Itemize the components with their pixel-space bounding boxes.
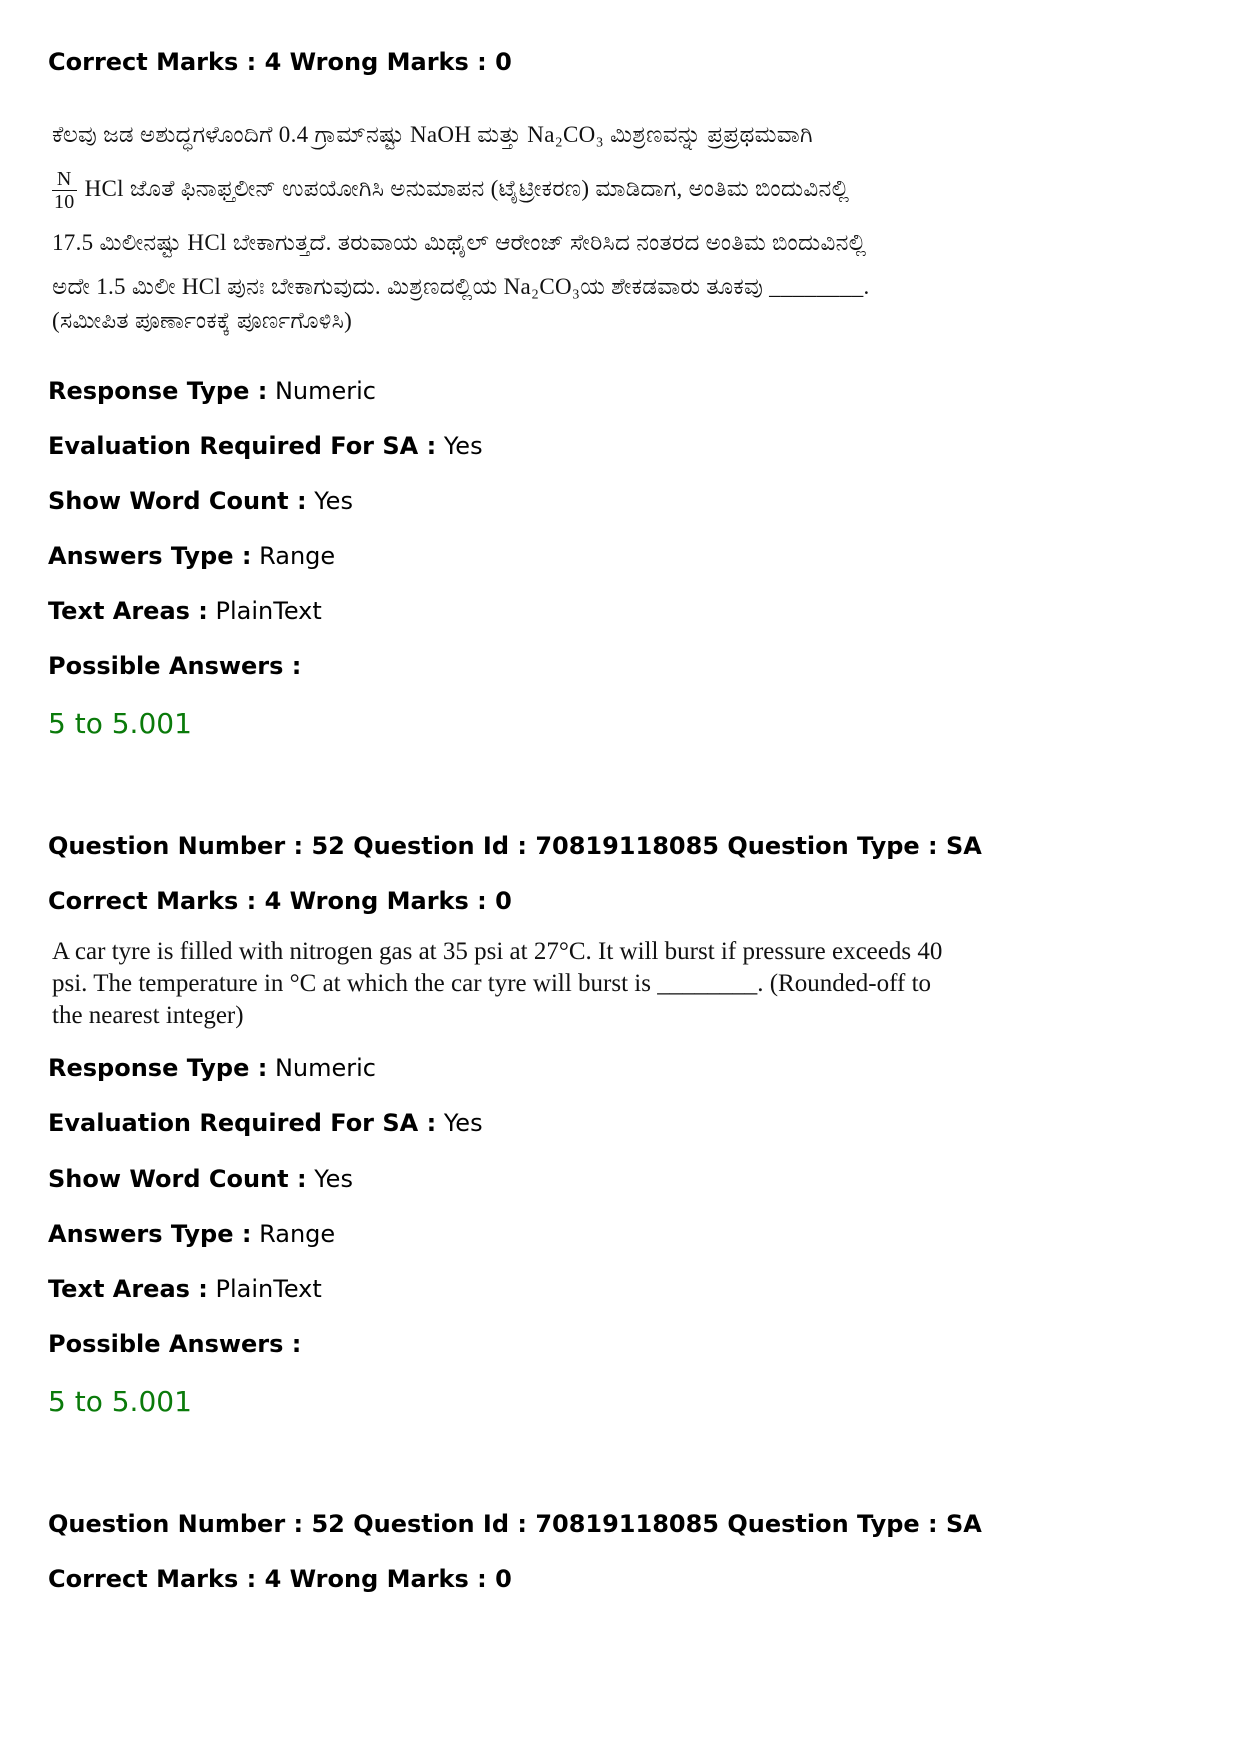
answers-type-line: Answers Type : Range: [48, 542, 336, 570]
possible-answers-label: Possible Answers :: [48, 1330, 302, 1358]
question-line: (ಸಮೀಪಿತ ಪೂರ್ಣಾಂಕಕ್ಕೆ ಪೂರ್ಣಗೊಳಿಸಿ): [52, 308, 353, 333]
evaluation-line: Evaluation Required For SA : Yes: [48, 1109, 483, 1137]
word-count-line: Show Word Count : Yes: [48, 1165, 353, 1193]
question-line: 17.5 ಮಿಲೀನಷ್ಟು HCl ಬೇಕಾಗುತ್ತದೆ. ತರುವಾಯ ಮಿಥೈಲ್ ಆರೇಂಜ್ ಸೇರಿಸಿದ ನಂತರದ ಅಂತಿಮ ಬಿಂದುವಿನಲ್ಲಿ: [52, 230, 867, 255]
question-line: ಅದೇ 1.5 ಮಿಲೀ HCl ಪುನಃ ಬೇಕಾಗುವುದು. ಮಿಶ್ರಣದಲ್ಲಿಯ Na₂CO₃ಯ ಶೇಕಡವಾರು ತೂಕವು ________.: [52, 274, 870, 299]
question-image-english: A car tyre is filled with nitrogen gas at 35 psi at 27°C. It will burst if pressure exceeds 40 psi. The temperature in °C at which the car tyre will burst is ________. (Rounded-off to the nearest integer): [52, 938, 943, 1029]
word-count-line: Show Word Count : Yes: [48, 487, 353, 515]
answers-type-line: Answers Type : Range: [48, 1220, 336, 1248]
possible-answers-label: Possible Answers :: [48, 652, 302, 680]
question-header: Question Number : 52 Question Id : 70819118085 Question Type : SA: [48, 1510, 982, 1538]
evaluation-line: Evaluation Required For SA : Yes: [48, 432, 483, 460]
question-header: Question Number : 52 Question Id : 70819118085 Question Type : SA: [48, 832, 982, 860]
text-areas-line: Text Areas : PlainText: [48, 1275, 322, 1303]
fraction: $\frac{N}{10}$: [54, 168, 75, 214]
response-type-line: Response Type : Numeric: [48, 1054, 376, 1082]
possible-answer: 5 to 5.001: [48, 707, 192, 740]
text-areas-line: Text Areas : PlainText: [48, 597, 322, 625]
question-image-kannada: [52, 108, 952, 348]
marks-line: Correct Marks : 4 Wrong Marks : 0: [48, 1565, 512, 1593]
possible-answer: 5 to 5.001: [48, 1385, 192, 1418]
marks-line: Correct Marks : 4 Wrong Marks : 0: [48, 887, 512, 915]
response-type-line: Response Type : Numeric: [48, 377, 376, 405]
question-line: ಕೆಲವು ಜಡ ಅಶುದ್ಧಗಳೊಂದಿಗೆ 0.4 ಗ್ರಾಮ್‌ನಷ್ಟು NaOH ಮತ್ತು Na₂CO₃ ಮಿಶ್ರಣವನ್ನು ಪ್ರಪ್ರಥಮವಾಗಿ: [52, 122, 813, 147]
marks-line: Correct Marks : 4 Wrong Marks : 0: [48, 48, 512, 76]
question-line-with-fraction: $\frac{N}{10}$ HCl ಜೊತೆ ಫಿನಾಫ್ತಲೀನ್ ಉಪಯೋಗಿಸಿ ಅನುಮಾಪನ (ಟೈಟ್ರೀಕರಣ) ಮಾಡಿದಾಗ, ಅಂತಿಮ ಬಿಂದುವಿನಲ್ಲಿ: [54, 168, 850, 214]
